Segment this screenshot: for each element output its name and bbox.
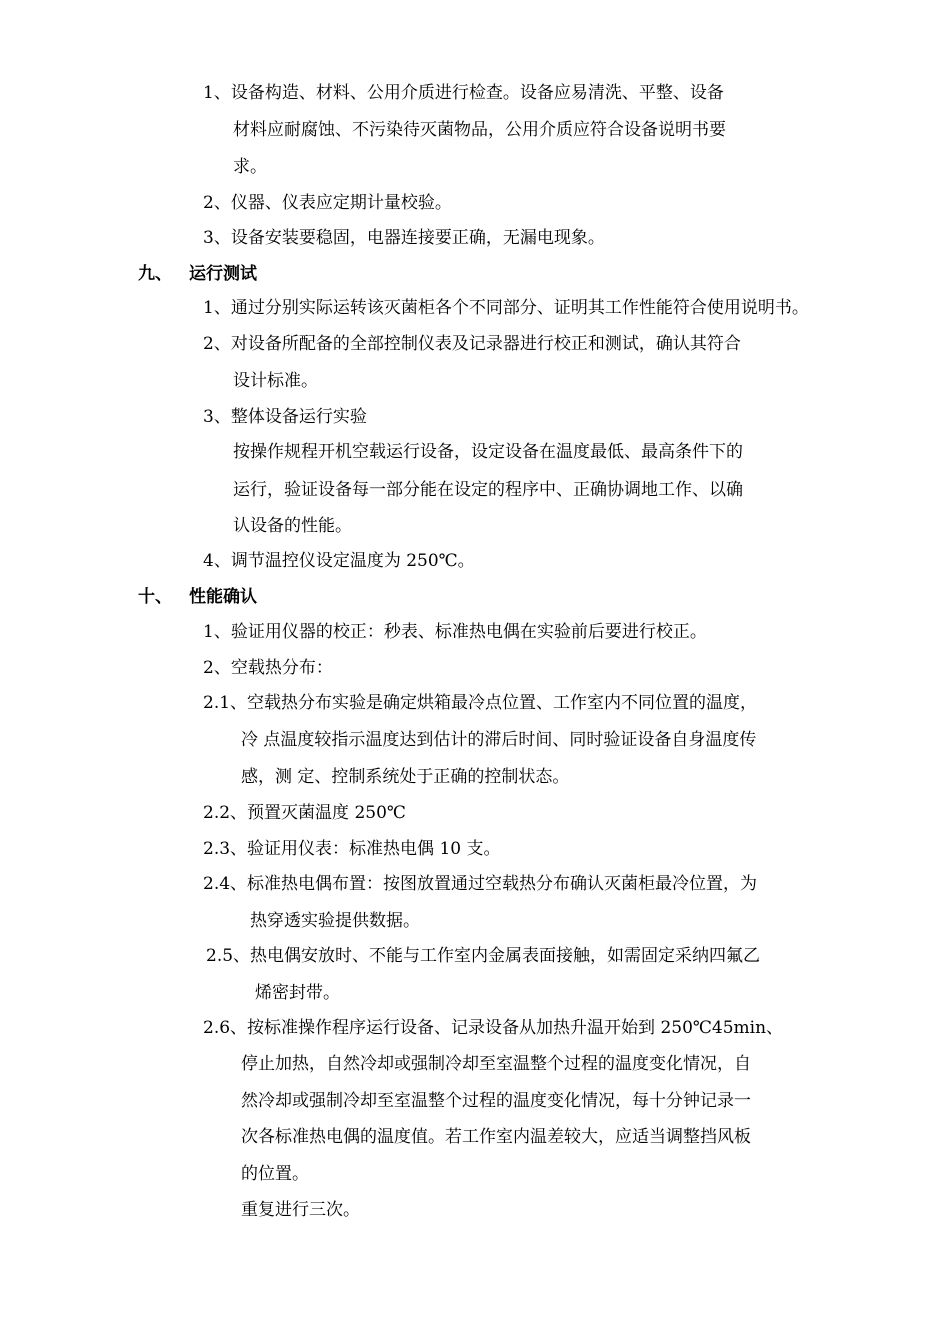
text-line: 2.3、验证用仪表：标准热电偶 10 支。 <box>203 839 501 859</box>
text-line: 2.6、按标准操作程序运行设备、记录设备从加热升温开始到 250℃45min、 <box>203 1018 784 1038</box>
text-line: 1、设备构造、材料、公用介质进行检查。设备应易清洗、平整、设备 <box>203 83 724 103</box>
text-line: 2.1、空载热分布实验是确定烘箱最冷点位置、工作室内不同位置的温度， <box>203 693 758 713</box>
text-line: 1、通过分别实际运转该灭菌柜各个不同部分、证明其工作性能符合使用说明书。 <box>203 298 809 318</box>
text-line: 运行，验证设备每一部分能在设定的程序中、正确协调地工作、以确 <box>233 480 743 500</box>
text-line: 热穿透实验提供数据。 <box>250 911 420 931</box>
text-line: 2、对设备所配备的全部控制仪表及记录器进行校正和测试，确认其符合 <box>203 334 741 354</box>
text-line: 4、调节温控仪设定温度为 250℃。 <box>203 551 475 571</box>
text-line: 重复进行三次。 <box>241 1200 360 1220</box>
text-line: 1、验证用仪器的校正：秒表、标准热电偶在实验前后要进行校正。 <box>203 622 707 642</box>
section-number: 十、 <box>138 587 172 607</box>
text-line: 按操作规程开机空载运行设备，设定设备在温度最低、最高条件下的 <box>233 442 743 462</box>
text-line: 烯密封带。 <box>255 983 340 1003</box>
text-line: 设计标准。 <box>233 371 318 391</box>
section-heading: 运行测试 <box>189 264 257 284</box>
text-line: 3、设备安装要稳固，电器连接要正确，无漏电现象。 <box>203 228 605 248</box>
text-line: 2.5、热电偶安放时、不能与工作室内金属表面接触，如需固定采纳四氟乙 <box>206 946 761 966</box>
text-line: 2.2、预置灭菌温度 250℃ <box>203 803 406 823</box>
text-line: 冷 点温度较指示温度达到估计的滞后时间、同时验证设备自身温度传 <box>241 730 757 750</box>
section-number: 九、 <box>138 264 172 284</box>
text-line: 材料应耐腐蚀、不污染待灭菌物品，公用介质应符合设备说明书要 <box>233 120 726 140</box>
text-line: 求。 <box>233 157 267 177</box>
text-line: 然冷却或强制冷却至室温整个过程的温度变化情况，每十分钟记录一 <box>241 1091 751 1111</box>
section-heading: 性能确认 <box>189 587 257 607</box>
text-line: 停止加热，自然冷却或强制冷却至室温整个过程的温度变化情况，自 <box>241 1054 751 1074</box>
text-line: 感，测 定、控制系统处于正确的控制状态。 <box>241 767 570 787</box>
text-line: 认设备的性能。 <box>233 516 352 536</box>
text-line: 2、空载热分布： <box>203 658 333 678</box>
text-line: 2.4、标准热电偶布置：按图放置通过空载热分布确认灭菌柜最冷位置，为 <box>203 874 758 894</box>
text-line: 的位置。 <box>241 1164 309 1184</box>
text-line: 2、仪器、仪表应定期计量校验。 <box>203 193 452 213</box>
text-line: 3、整体设备运行实验 <box>203 407 367 427</box>
text-line: 次各标准热电偶的温度值。若工作室内温差较大，应适当调整挡风板 <box>241 1127 751 1147</box>
